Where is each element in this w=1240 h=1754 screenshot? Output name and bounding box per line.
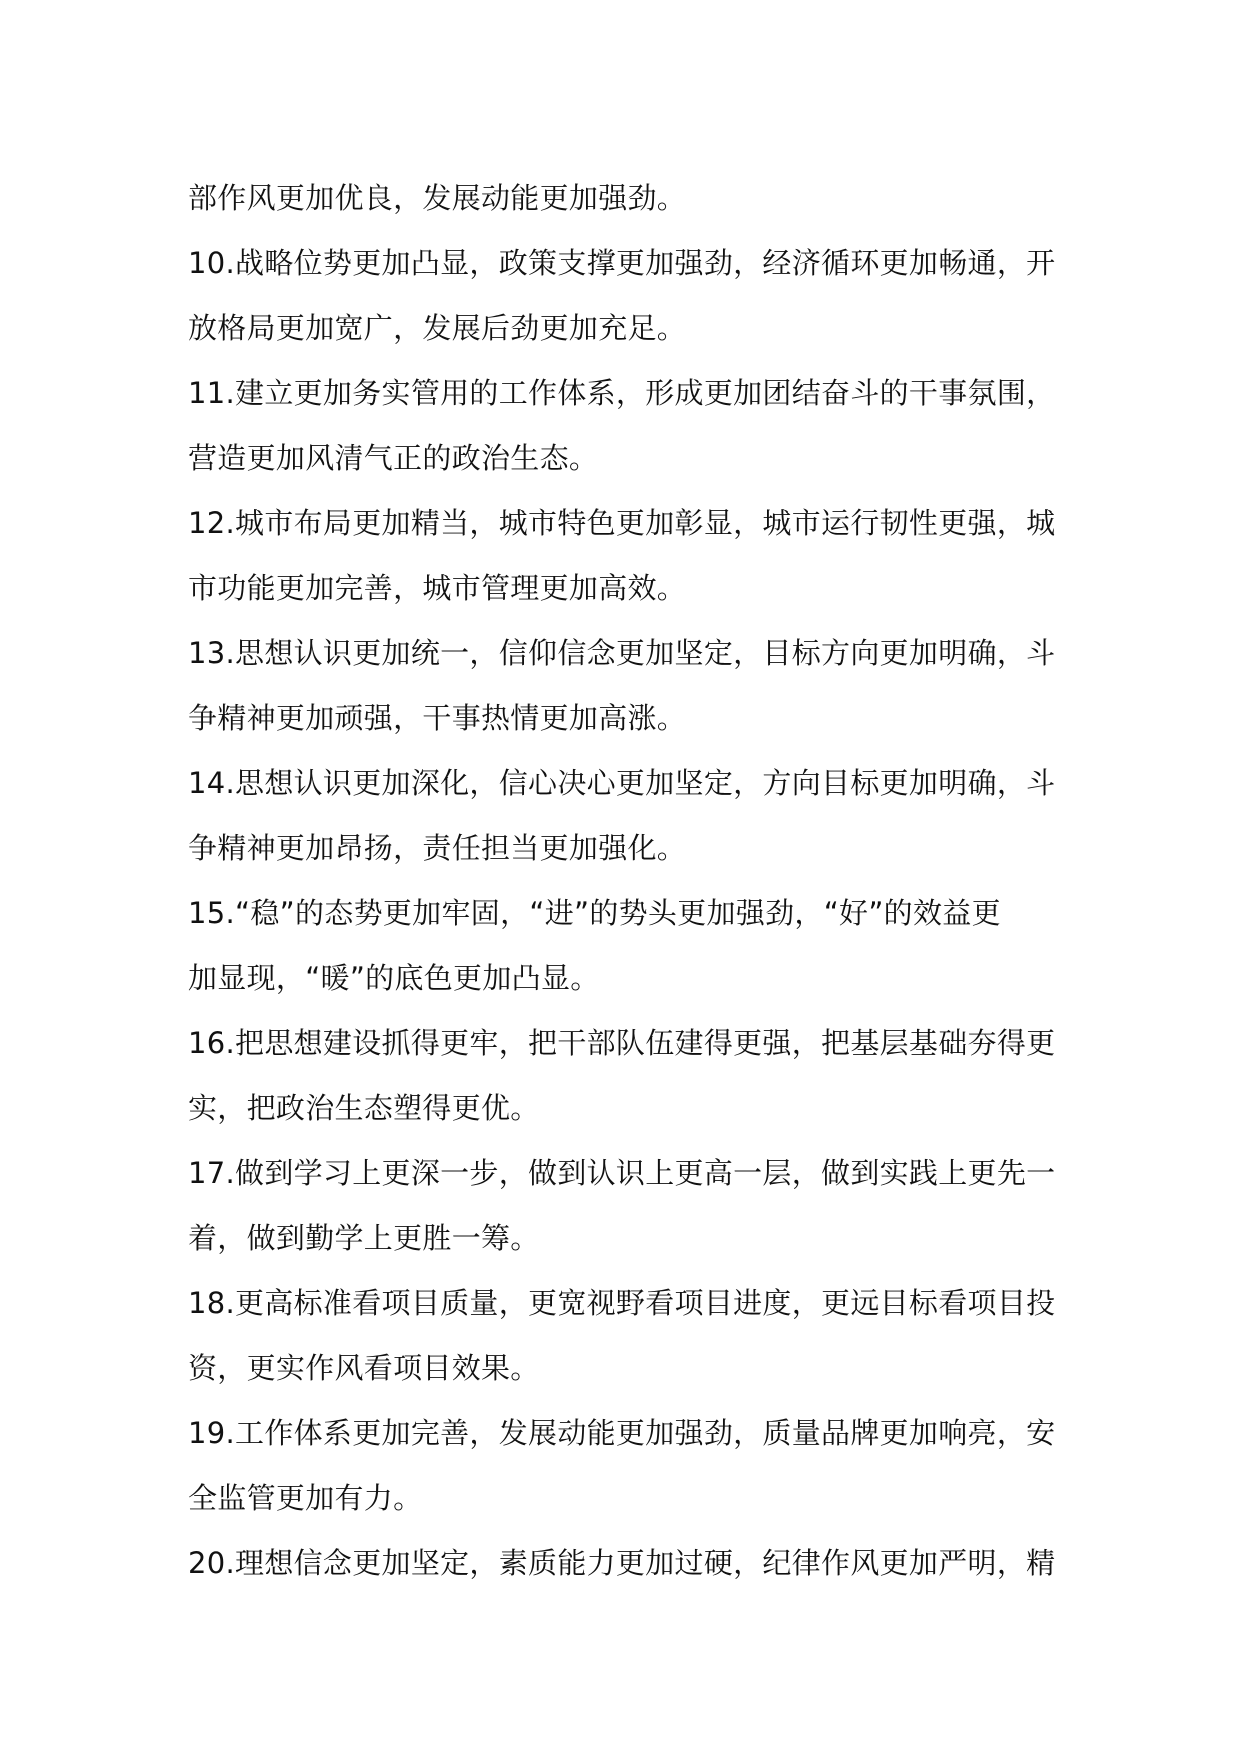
- text-line: 资，更实作风看项目效果。: [188, 1351, 540, 1385]
- text-line: 14.思想认识更加深化，信心决心更加坚定，方向目标更加明确，斗: [188, 766, 1056, 800]
- text-line: 争精神更加昂扬，责任担当更加强化。: [188, 831, 687, 865]
- text-line: 放格局更加宽广，发展后劲更加充足。: [188, 311, 687, 345]
- text-line: 11.建立更加务实管用的工作体系，形成更加团结奋斗的干事氛围，: [188, 376, 1056, 410]
- text-line: 16.把思想建设抓得更牢，把干部队伍建得更强，把基层基础夯得更: [188, 1026, 1056, 1060]
- text-line: 17.做到学习上更深一步，做到认识上更高一层，做到实践上更先一: [188, 1156, 1056, 1190]
- text-line: 20.理想信念更加坚定，素质能力更加过硬，纪律作风更加严明，精: [188, 1546, 1056, 1580]
- text-line: 全监管更加有力。: [188, 1481, 423, 1515]
- text-line: 市功能更加完善，城市管理更加高效。: [188, 571, 687, 605]
- text-line: 13.思想认识更加统一，信仰信念更加坚定，目标方向更加明确，斗: [188, 636, 1056, 670]
- text-line: 19.工作体系更加完善，发展动能更加强劲，质量品牌更加响亮，安: [188, 1416, 1056, 1450]
- document-body: [188, 166, 1058, 1596]
- text-line: 部作风更加优良，发展动能更加强劲。: [188, 181, 687, 215]
- text-line: 着，做到勤学上更胜一筹。: [188, 1221, 540, 1255]
- text-line: 实，把政治生态塑得更优。: [188, 1091, 540, 1125]
- text-line: 10.战略位势更加凸显，政策支撑更加强劲，经济循环更加畅通，开: [188, 246, 1056, 280]
- text-line: 加显现，“暖”的底色更加凸显。: [188, 961, 600, 995]
- text-line: 营造更加风清气正的政治生态。: [188, 441, 599, 475]
- text-line: 12.城市布局更加精当，城市特色更加彰显，城市运行韧性更强，城: [188, 506, 1056, 540]
- text-line: 争精神更加顽强，干事热情更加高涨。: [188, 701, 687, 735]
- text-line: 18.更高标准看项目质量，更宽视野看项目进度，更远目标看项目投: [188, 1286, 1056, 1320]
- text-line: 15.“稳”的态势更加牢固，“进”的势头更加强劲，“好”的效益更: [188, 896, 1001, 930]
